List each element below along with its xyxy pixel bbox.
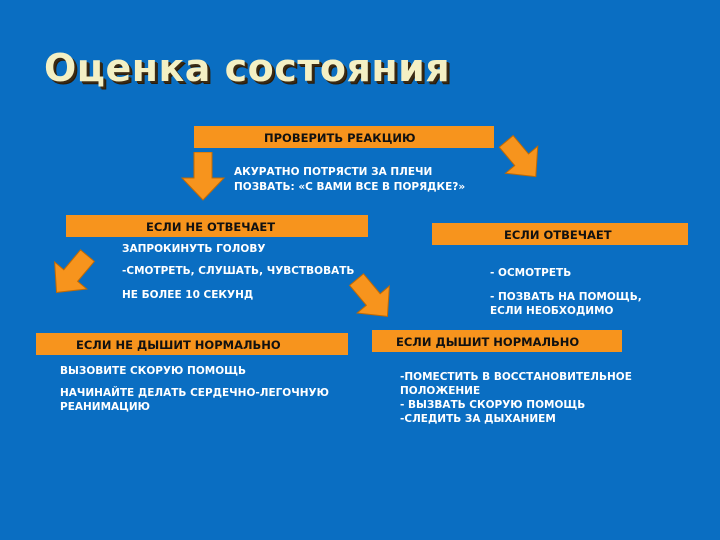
breathing-normally-label: ЕСЛИ ДЫШИТ НОРМАЛЬНО xyxy=(396,335,580,349)
tilt-head-text: ЗАПРОКИНУТЬ ГОЛОВУ xyxy=(122,243,266,255)
recovery-text-line2: ПОЛОЖЕНИЕ xyxy=(400,385,481,397)
check-reaction-box xyxy=(194,126,494,148)
call-help-text-line1: - ПОЗВАТЬ НА ПОМОЩЬ, xyxy=(490,291,642,303)
not-breathing-normally-box xyxy=(36,333,348,355)
cpr-text-line1: НАЧИНАЙТЕ ДЕЛАТЬ СЕРДЕЧНО-ЛЕГОЧНУЮ xyxy=(60,387,329,399)
page-title: Оценка состояния xyxy=(44,46,451,90)
recovery-text-line3: - ВЫЗВАТЬ СКОРУЮ ПОМОЩЬ xyxy=(400,399,586,411)
arrow-down-right-2-icon xyxy=(346,272,398,324)
shake-text-line2: ПОЗВАТЬ: «С ВАМИ ВСЕ В ПОРЯДКЕ?» xyxy=(234,181,466,193)
ten-seconds-text: НЕ БОЛЕЕ 10 СЕКУНД xyxy=(122,289,254,301)
arrow-down-right-icon xyxy=(496,134,546,184)
recovery-text-line4: -СЛЕДИТЬ ЗА ДЫХАНИЕМ xyxy=(400,413,556,425)
arrow-down-left-icon xyxy=(180,152,226,202)
call-ambulance-text: ВЫЗОВИТЕ СКОРУЮ ПОМОЩЬ xyxy=(60,365,247,377)
responding-box xyxy=(432,223,688,245)
shake-text-line1: АКУРАТНО ПОТРЯСТИ ЗА ПЛЕЧИ xyxy=(234,166,433,178)
breathing-normally-box xyxy=(372,330,622,352)
cpr-text-line2: РЕАНИМАЦИЮ xyxy=(60,401,150,413)
recovery-text-line1: -ПОМЕСТИТЬ В ВОССТАНОВИТЕЛЬНОЕ xyxy=(400,371,632,383)
arrow-down-left-2-icon xyxy=(46,248,98,300)
examine-text: - ОСМОТРЕТЬ xyxy=(490,267,572,279)
call-help-text-line2: ЕСЛИ НЕОБХОДИМО xyxy=(490,305,614,317)
check-reaction-label: ПРОВЕРИТЬ РЕАКЦИЮ xyxy=(264,131,416,145)
not-responding-label: ЕСЛИ НЕ ОТВЕЧАЕТ xyxy=(146,220,276,234)
look-listen-text: -СМОТРЕТЬ, СЛУШАТЬ, ЧУВСТВОВАТЬ xyxy=(122,265,355,277)
not-breathing-normally-label: ЕСЛИ НЕ ДЫШИТ НОРМАЛЬНО xyxy=(76,338,281,352)
responding-label: ЕСЛИ ОТВЕЧАЕТ xyxy=(504,228,612,242)
not-responding-box xyxy=(66,215,368,237)
